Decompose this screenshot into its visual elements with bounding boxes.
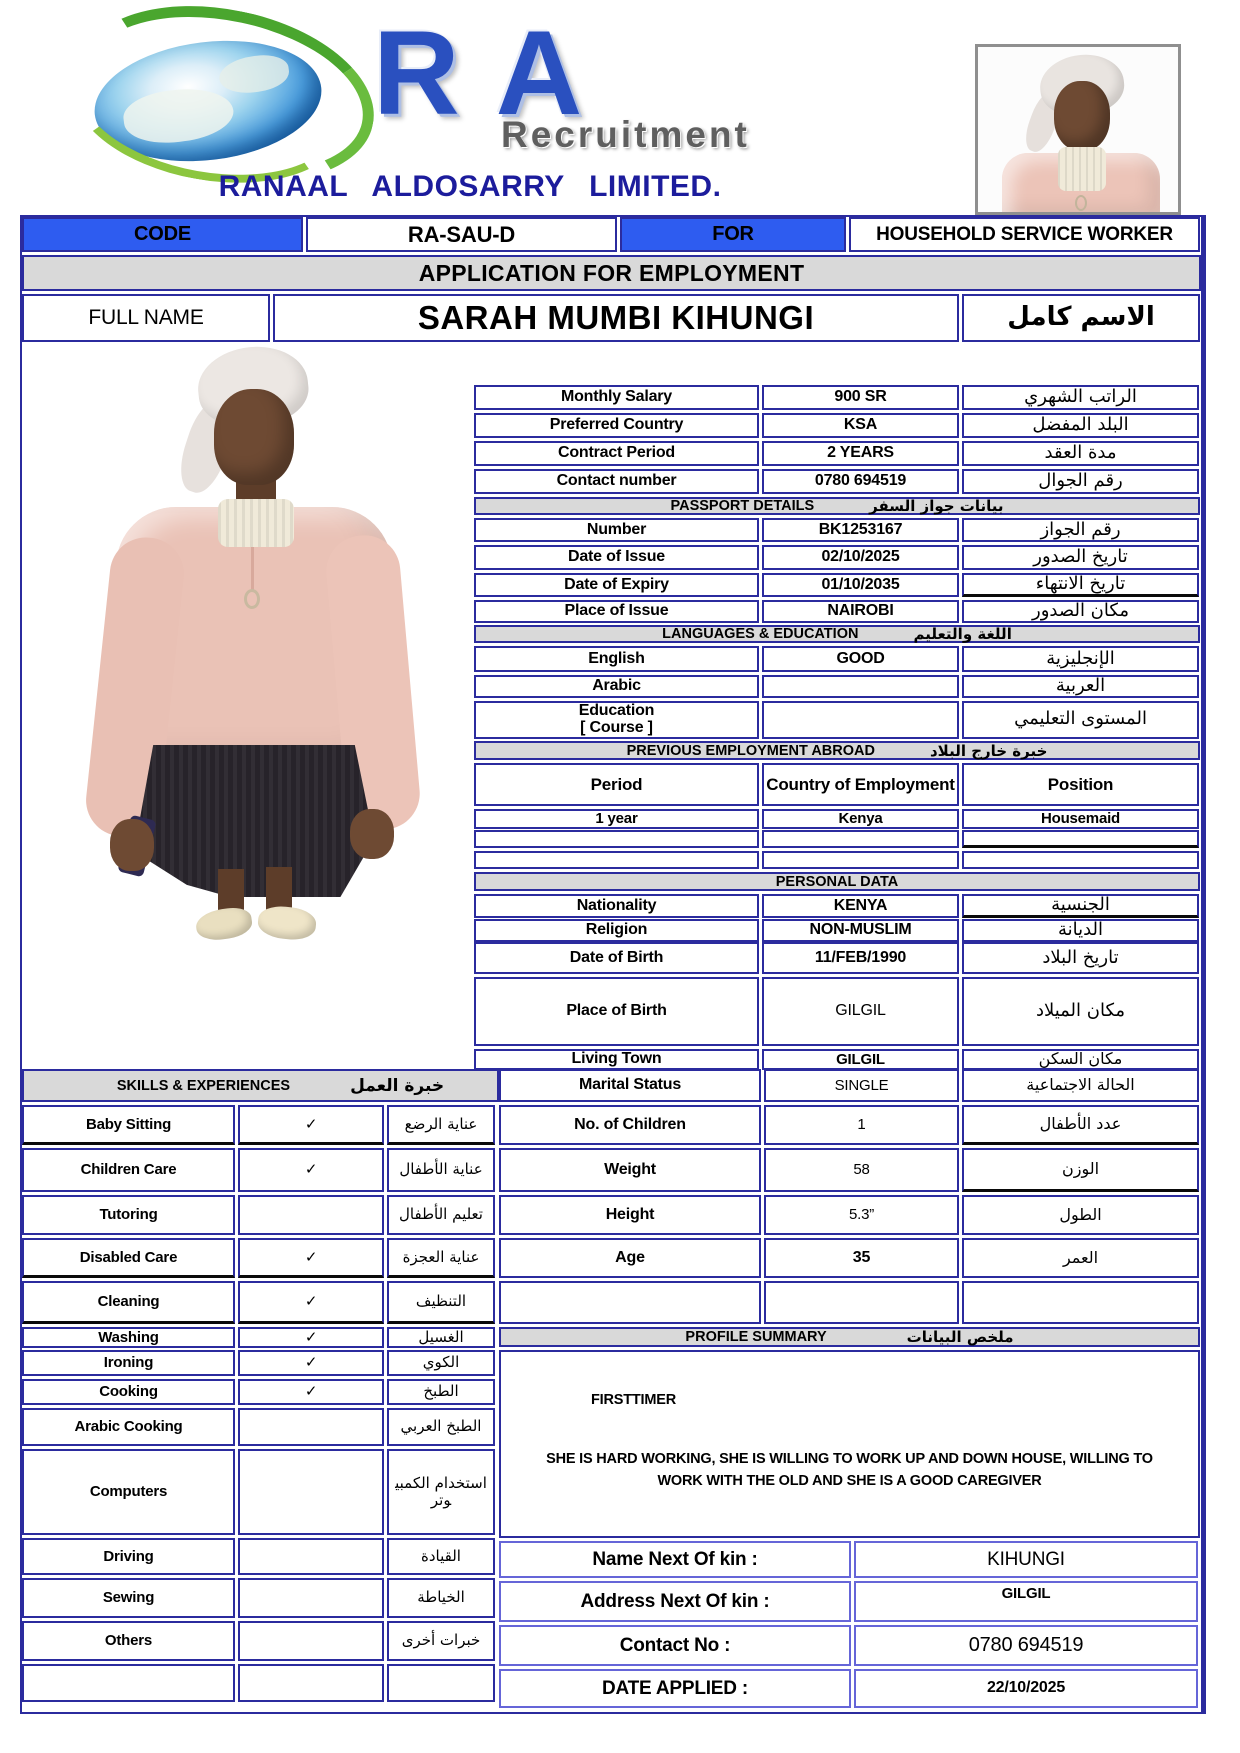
field-label: Nationality [474,894,759,918]
field-value: 0780 694519 [762,469,959,494]
bottom-section [22,1069,1201,1708]
skill-label: Disabled Care [22,1238,235,1278]
field-value: GILGIL [762,977,959,1046]
skill-row [22,1105,499,1145]
table-row [474,977,1200,1046]
check-icon: ✓ [238,1238,384,1278]
check-icon: ✓ [238,1281,384,1324]
full-name-label: FULL NAME [22,294,270,342]
form-title-row [22,255,1201,291]
skill-row [22,1538,499,1575]
employment-row [474,809,1200,827]
skill-label-arabic: التنظيف [387,1281,495,1324]
logo-recruitment-text: Recruitment [501,114,750,156]
field-value: KSA [762,413,959,438]
field-label: No. of Children [499,1105,761,1145]
field-value: SINGLE [764,1069,959,1102]
field-label-arabic: العربية [962,675,1199,698]
kin-label: Address Next Of kin : [499,1581,851,1622]
skill-label-arabic: الخياطة [387,1578,495,1618]
check-icon [238,1195,384,1235]
section-header-personal [474,872,1200,891]
field-value: 01/10/2035 [762,573,959,597]
field-value: BK1253167 [762,518,959,542]
field-label: Height [499,1195,761,1235]
field-label: Marital Status [499,1069,761,1102]
kin-value: 0780 694519 [854,1625,1198,1666]
section-header-text: PROFILE SUMMARY [685,1329,827,1345]
table-row [474,469,1200,494]
field-label-arabic: تاريخ الصدور [962,545,1199,570]
kin-value: KIHUNGI [854,1541,1198,1578]
field-label-arabic: الديانة [962,919,1199,942]
section-header-text: PERSONAL DATA [775,873,899,890]
check-icon: ✓ [238,1379,384,1405]
skill-label: Sewing [22,1578,235,1618]
field-label-arabic: عدد الأطفال [962,1105,1199,1145]
skill-label-arabic: عناية العجزة [387,1238,495,1278]
middle-section [22,345,1201,1067]
employment-row-empty [474,851,1200,869]
section-header-text: SKILLS & EXPERIENCES [116,1077,291,1094]
field-label-arabic: المستوى التعليمي [962,701,1199,739]
table-row [474,919,1200,939]
skill-row [22,1449,499,1535]
skill-row [22,1148,499,1192]
table-row [474,413,1200,438]
field-value: 5.3” [764,1195,959,1235]
field-label: Weight [499,1148,761,1192]
section-header-arabic: خبرة العمل [350,1075,445,1096]
table-row [474,545,1200,570]
check-icon [238,1578,384,1618]
field-label-arabic: رقم الجوال [962,469,1199,494]
table-row [499,1105,1200,1145]
skills-table [22,1069,499,1708]
skill-label-arabic: عناية الأطفال [387,1148,495,1192]
applicant-full-body-photo [58,347,438,962]
field-label-arabic: مكان السكن [962,1049,1199,1070]
field-label-arabic: الإنجليزية [962,646,1199,672]
field-label: Preferred Country [474,413,759,438]
field-label-arabic: الجنسية [962,894,1199,918]
skill-row [22,1238,499,1278]
full-name-value: SARAH MUMBI KIHUNGI [273,294,959,342]
skill-label-arabic: الطبخ العربي [387,1408,495,1446]
field-value: 1 [764,1105,959,1145]
skill-label-arabic: الغسيل [387,1327,495,1348]
section-header-employment [474,741,1200,760]
table-row [474,600,1200,622]
employment-position: Housemaid [962,809,1199,829]
field-label: Date of Birth [474,942,759,974]
field-value: GILGIL [762,1049,959,1070]
skill-label-arabic: القيادة [387,1538,495,1575]
for-label: FOR [620,217,846,252]
section-header-arabic: بيانات جواز السفر [869,497,1004,515]
field-label-arabic: الوزن [962,1148,1199,1192]
kin-label: Contact No : [499,1625,851,1666]
document-header [0,0,1240,215]
field-label: Date of Issue [474,545,759,570]
field-label-arabic: الحالة الاجتماعية [962,1069,1199,1102]
kin-row [499,1541,1200,1578]
skill-label-arabic: الكوي [387,1350,495,1376]
section-header-arabic: خبرة خارج البلاد [929,741,1048,760]
applicant-portrait-photo [975,44,1181,215]
kin-row [499,1625,1200,1666]
kin-row [499,1669,1200,1708]
field-value: 02/10/2025 [762,545,959,570]
applicant-photo-cell [22,345,474,1067]
field-label-arabic: رقم الجواز [962,518,1199,542]
skill-row [22,1281,499,1324]
field-label-arabic: العمر [962,1238,1199,1278]
skill-row [22,1408,499,1446]
full-name-label-arabic: الاسم كامل [962,294,1200,342]
kin-value: GILGIL [854,1581,1198,1622]
check-icon [238,1449,384,1535]
table-row [499,1238,1200,1278]
field-label: Number [474,518,759,542]
skill-label-arabic: استخدام الكمبيوتر [387,1449,495,1535]
field-label: Monthly Salary [474,385,759,410]
field-label: Contact number [474,469,759,494]
code-row [22,217,1201,252]
check-icon [238,1621,384,1661]
employment-country: Kenya [762,809,959,829]
details-table [474,385,1200,1067]
check-icon: ✓ [238,1105,384,1145]
field-label: English [474,646,759,672]
field-value: NAIROBI [762,600,959,623]
skill-label: Cooking [22,1379,235,1405]
form-title: APPLICATION FOR EMPLOYMENT [22,255,1201,291]
table-row [474,441,1200,466]
company-title: RANAAL ALDOSARRY LIMITED. [218,170,722,203]
section-header-text: LANGUAGES & EDUCATION [662,626,859,642]
skill-label: Ironing [22,1350,235,1376]
skill-label: Arabic Cooking [22,1408,235,1446]
skill-label: Tutoring [22,1195,235,1235]
kin-label: Name Next Of kin : [499,1541,851,1578]
field-label: Contract Period [474,441,759,466]
field-label: Arabic [474,675,759,698]
globe-icon [88,30,343,170]
section-header-profile [499,1327,1200,1347]
column-header: Period [474,763,759,806]
field-value [762,675,959,698]
table-row [474,518,1200,542]
code-value: RA-SAU-D [306,217,617,252]
employment-header-row [474,763,1200,806]
column-header: Country of Employment [762,763,959,806]
check-icon: ✓ [238,1350,384,1376]
skill-label: Children Care [22,1148,235,1192]
profile-summary-box [499,1350,1200,1538]
field-value: 35 [764,1238,959,1278]
profile-summary-line2: SHE IS HARD WORKING, SHE IS WILLING TO WORK UP AND DOWN HOUSE, WILLING TO WORK WITH THE OLD AND SHE IS A GOOD CAREGIVER [546,1451,1153,1490]
section-header-languages [474,625,1200,643]
field-label-arabic: الطول [962,1195,1199,1235]
field-label: Place of Birth [474,977,759,1046]
kin-row [499,1581,1200,1622]
kin-value: 22/10/2025 [854,1669,1198,1708]
skill-label: Driving [22,1538,235,1575]
section-header-text: PASSPORT DETAILS [670,498,815,514]
skill-row [22,1195,499,1235]
field-value: 58 [764,1148,959,1192]
skill-row-empty [22,1664,499,1702]
table-row [499,1195,1200,1235]
skill-label: Computers [22,1449,235,1535]
skill-label: Baby Sitting [22,1105,235,1145]
skill-label: Cleaning [22,1281,235,1324]
stats-profile-column [499,1069,1200,1708]
field-label: Place of Issue [474,600,759,623]
field-label-arabic: البلد المفضل [962,413,1199,438]
section-header-passport [474,497,1200,515]
column-header: Position [962,763,1199,806]
skill-label-arabic: تعليم الأطفال [387,1195,495,1235]
check-icon: ✓ [238,1327,384,1348]
field-label-arabic: مكان الصدور [962,600,1199,623]
code-label: CODE [22,217,303,252]
agency-logo [88,6,750,170]
field-label-arabic: مدة العقد [962,441,1199,466]
section-header-skills [22,1069,499,1102]
field-value: 11/FEB/1990 [762,942,959,974]
skill-label-arabic: خبرات أخرى [387,1621,495,1661]
field-value: 900 SR [762,385,959,410]
table-row-education [474,701,1200,738]
check-icon [238,1538,384,1575]
field-label: Date of Expiry [474,573,759,597]
table-row [474,894,1200,916]
employment-period: 1 year [474,809,759,829]
field-label: Religion [474,919,759,942]
skill-row [22,1578,499,1618]
logo-ra-text: RA [373,6,619,140]
table-row [474,573,1200,597]
field-value: 2 YEARS [762,441,959,466]
field-value: GOOD [762,646,959,672]
logo-text-block [373,6,750,156]
check-icon: ✓ [238,1148,384,1192]
profile-summary-line1: FIRSTTIMER [591,1392,676,1408]
table-row [499,1148,1200,1192]
skill-label-arabic: عناية الرضع [387,1105,495,1145]
table-row [474,646,1200,672]
field-value: KENYA [762,894,959,918]
field-label-arabic: تاريخ الانتهاء [962,573,1199,597]
field-label: Living Town [474,1049,759,1070]
field-value [762,701,959,739]
table-row-empty [499,1281,1200,1324]
table-row [474,385,1200,410]
skill-label: Others [22,1621,235,1661]
table-row [474,942,1200,974]
field-label: Age [499,1238,761,1278]
field-label-arabic: مكان الميلاد [962,977,1199,1046]
table-row [474,675,1200,698]
skill-label: Washing [22,1327,235,1348]
check-icon [238,1408,384,1446]
role-value: HOUSEHOLD SERVICE WORKER [849,217,1200,252]
section-header-arabic: اللغة والتعليم [913,625,1012,643]
full-name-row [22,294,1201,342]
skill-row [22,1379,499,1405]
kin-label: DATE APPLIED : [499,1669,851,1708]
section-header-text: PREVIOUS EMPLOYMENT ABROAD [626,742,875,759]
skill-label-arabic: الطبخ [387,1379,495,1405]
application-table [20,215,1206,1714]
table-row [499,1069,1200,1102]
skill-row [22,1621,499,1661]
field-label-arabic: الراتب الشهري [962,385,1199,410]
field-label: Education [ Course ] [474,701,759,739]
skill-row [22,1350,499,1376]
table-row [474,1049,1200,1067]
section-header-arabic: ملخص البيانات [906,1328,1014,1346]
employment-row-empty [474,830,1200,848]
field-value: NON-MUSLIM [762,919,959,942]
field-label-arabic: تاريخ البلاد [962,942,1199,974]
skill-row [22,1327,499,1347]
